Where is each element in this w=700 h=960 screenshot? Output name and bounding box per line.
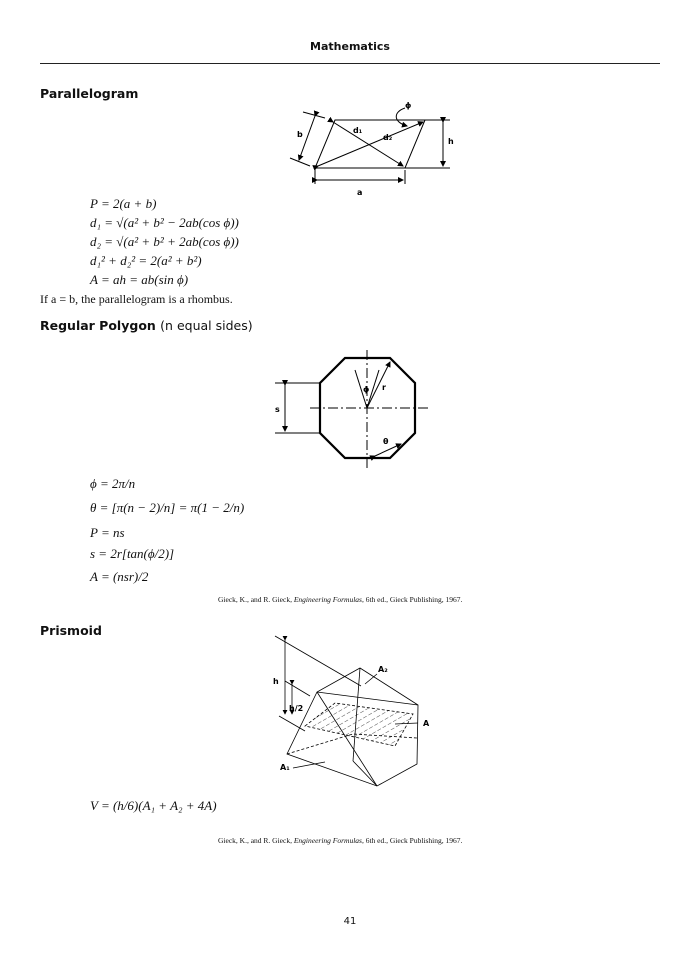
formula-area: A = ah = ab(sin ϕ) (90, 272, 189, 287)
formula-volume: V = (h/6)(A₁ + A₂ + 4A) (90, 798, 217, 813)
label-theta: θ (383, 437, 389, 446)
formula-perimeter: P = 2(a + b) (90, 196, 157, 211)
formula-phi: ϕ = 2π/n (90, 476, 136, 491)
label-r: r (382, 383, 386, 392)
formula-d1: d₁ = √(a² + b² − 2ab(cos ϕ)) (90, 215, 239, 230)
label-s: s (275, 405, 280, 414)
formula-d2: d₂ = √(a² + b² + 2ab(cos ϕ)) (90, 234, 239, 249)
citation-authors: Gieck, K., and R. Gieck, (218, 836, 294, 845)
formula-area: A = (nsr)/2 (90, 569, 149, 584)
formula-perimeter: P = ns (90, 525, 125, 540)
citation-rest: , 6th ed., Gieck Publishing, 1967. (361, 595, 463, 604)
section-title-prismoid: Prismoid (40, 623, 102, 638)
formula-diagonals: d₁² + d₂² = 2(a² + b²) (90, 253, 202, 268)
formula-side: s = 2r[tan(ϕ/2)] (90, 546, 175, 561)
citation-rest: , 6th ed., Gieck Publishing, 1967. (361, 836, 463, 845)
rhombus-note: If a = b, the parallelogram is a rhombus. (40, 292, 233, 306)
formula-theta: θ = [π(n − 2)/n] = π(1 − 2/n) (90, 500, 245, 515)
section-title-parallelogram: Parallelogram (40, 86, 139, 101)
label-h-half: h/2 (289, 704, 304, 713)
label-phi: ϕ (405, 101, 412, 110)
label-b: b (297, 130, 303, 139)
citation-title: Engineering Formulas (293, 836, 362, 845)
label-d1: d₁ (353, 126, 363, 135)
citation (218, 836, 462, 845)
label-a: A (423, 719, 430, 728)
citation-authors: Gieck, K., and R. Gieck, (218, 595, 294, 604)
label-h: h (448, 137, 454, 146)
label-h: h (273, 677, 279, 686)
label-a1: A₁ (280, 763, 290, 772)
title-subtitle: (n equal sides) (160, 318, 253, 333)
parallelogram-diagram (285, 100, 465, 197)
section-title-regular-polygon (40, 318, 253, 333)
label-phi: ϕ (363, 385, 370, 394)
prismoid-diagram (265, 636, 445, 791)
running-header: Mathematics (310, 40, 390, 53)
label-a: a (357, 188, 363, 197)
citation-title: Engineering Formulas (293, 595, 362, 604)
label-a2: A₂ (378, 665, 388, 674)
header-rule (40, 63, 660, 64)
page-number: 41 (343, 916, 357, 927)
citation (218, 595, 462, 604)
title-text: Regular Polygon (40, 318, 156, 333)
octagon-diagram (265, 350, 440, 470)
label-d2: d₂ (383, 133, 393, 142)
